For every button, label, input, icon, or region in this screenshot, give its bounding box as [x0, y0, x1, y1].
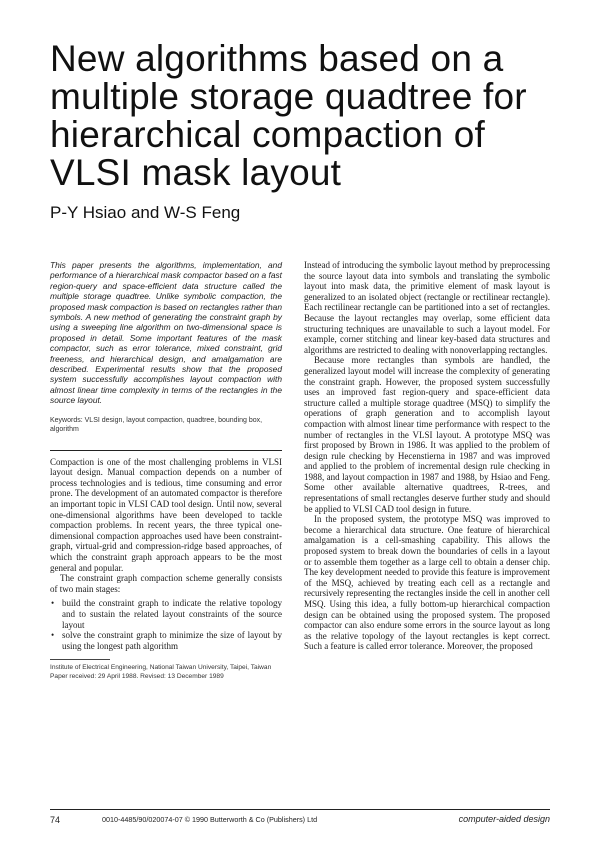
article-title: New algorithms based on a multiple storage quadtree for hierarchical compaction of VLSI mask layout [50, 38, 527, 193]
body-paragraph-2: The constraint graph compaction scheme generally consists of two main stages: [50, 573, 282, 594]
body-paragraph-3: Instead of introducing the symbolic layout method by preprocessing the source layout data into symbols and translating the symbolic layout into mask data, the primitive element of mask layout is generalized to an isolated object (rectangle or rectilinear rectangle). Each rectilinear rectangle can be partitioned into a set of rectangles. Because the layout rectangles may overlap, some efficient data structuring techniques are unavailable to such a layout model. For example, corner stitching and linear key-based data structures and algorithms are restricted to dealing with nonoverlapping rectangles. [304, 260, 550, 355]
list-item-text: build the constraint graph to indicate the relative topology and to sustain the related layout constraints of the source layout [62, 598, 282, 630]
abstract: This paper presents the algorithms, implementation, and performance of a hierarchical mask compactor based on a fast region-query and space-efficient data structure called the multiple storage quadtree. Unlike symbolic compaction, the proposed mask compaction is based on rectangles rather than symbols. A new method of generating the constraint graph by using a sweeping line algorithm on two-dimensional space is proposed in detail. Some important features of the mask compactor, such as error tolerance, mixed constraint, grid freeness, and hierarchical design, and amalgamation are described. Experimental results show that the proposed system successfully accomplishes layout compaction with almost linear time complexity in terms of the rectangles in the source layout. [50, 260, 282, 406]
journal-name: computer-aided design [458, 814, 550, 824]
footnote-rule [50, 659, 110, 660]
list-item-text: solve the constraint graph to minimize the size of layout by using the longest path algorithm [62, 630, 282, 651]
footnote-affiliation: Institute of Electrical Engineering, National Taiwan University, Taipei, Taiwan [50, 664, 272, 672]
article-authors: P-Y Hsiao and W-S Feng [50, 203, 241, 222]
page-footer [50, 809, 550, 825]
keywords-text: VLSI design, layout compaction, quadtree, bounding box, algorithm [50, 416, 263, 433]
bullet-icon: • [51, 598, 55, 609]
keywords-label: Keywords: [50, 416, 83, 424]
footnote-received: Paper received: 29 April 1988. Revised: 13 December 1989 [50, 672, 224, 680]
right-column [304, 260, 550, 652]
list-item [50, 598, 282, 630]
bullet-icon: • [51, 630, 55, 641]
body-paragraph-1: Compaction is one of the most challenging problems in VLSI layout design. Manual compaction depends on a number of process technologies and is tedious, time consuming and error prone. The development of an automated compactor is therefore an important topic in VLSI CAD tool design. Until now, several one-dimensional algorithms have been developed to tackle compaction problems. In recent years, the three typical one-dimensional compaction approaches used have been constraint-graph, virtual-grid and compression-ridge based approaches, of which the constraint graph approach appears to be the most general and popular. [50, 456, 282, 573]
keywords [50, 416, 282, 434]
stage-list [50, 598, 282, 651]
abstract-divider [50, 450, 282, 451]
body-paragraph-4: Because more rectangles than symbols are handled, the generalized layout model will increase the complexity of generating the constraint graph. However, the proposed system successfully uses an improved fast region-query and space-efficient data structure called a multiple storage quadtree (MSQ) to simplify the operations of graph generation and to accomplish layout compaction with almost linear time performance with respect to the number of rectangles in the VLSI layout. A prototype MSQ was first proposed by Brown in 1986. It was applied to the problem of design rule checking by Hecenstierna in 1987 and was improved and applied to the problem of incremental design rule checking in 1988, and layout compaction in 1987 and 1988, by Hsiao and Feng. Some other available alternative quadtrees, R-trees, and representations of small rectangles deserve further study and should be applied to VLSI CAD tool design in future. [304, 355, 550, 514]
body-paragraph-5: In the proposed system, the prototype MSQ was improved to become a hierarchical data structure. One feature of hierarchical amalgamation is a cell-smashing capability. This allows the proposed system to break down the boundaries of cells in a layout or to assemble them together as a large cell to obtain a denser chip. The key development needed to provide this feature is improvement of the MSQ, achieved by treating each cell as a rectangle and recursively representing the rectangles inside the cell in another cell MSQ. Using this idea, a fully bottom-up hierarchical compaction design can be obtained using the proposed system. The proposed compactor can also endure some errors in the source layout as long as the relative topology of the layout rectangles is kept correct. Such a feature is called error tolerance. Moreover, the proposed [304, 514, 550, 652]
journal-info: 0010-4485/90/020074-07 © 1990 Butterworth & Co (Publishers) Ltd [102, 815, 318, 824]
left-column [50, 260, 282, 681]
page-number: 74 [50, 815, 61, 825]
list-item [50, 630, 282, 651]
